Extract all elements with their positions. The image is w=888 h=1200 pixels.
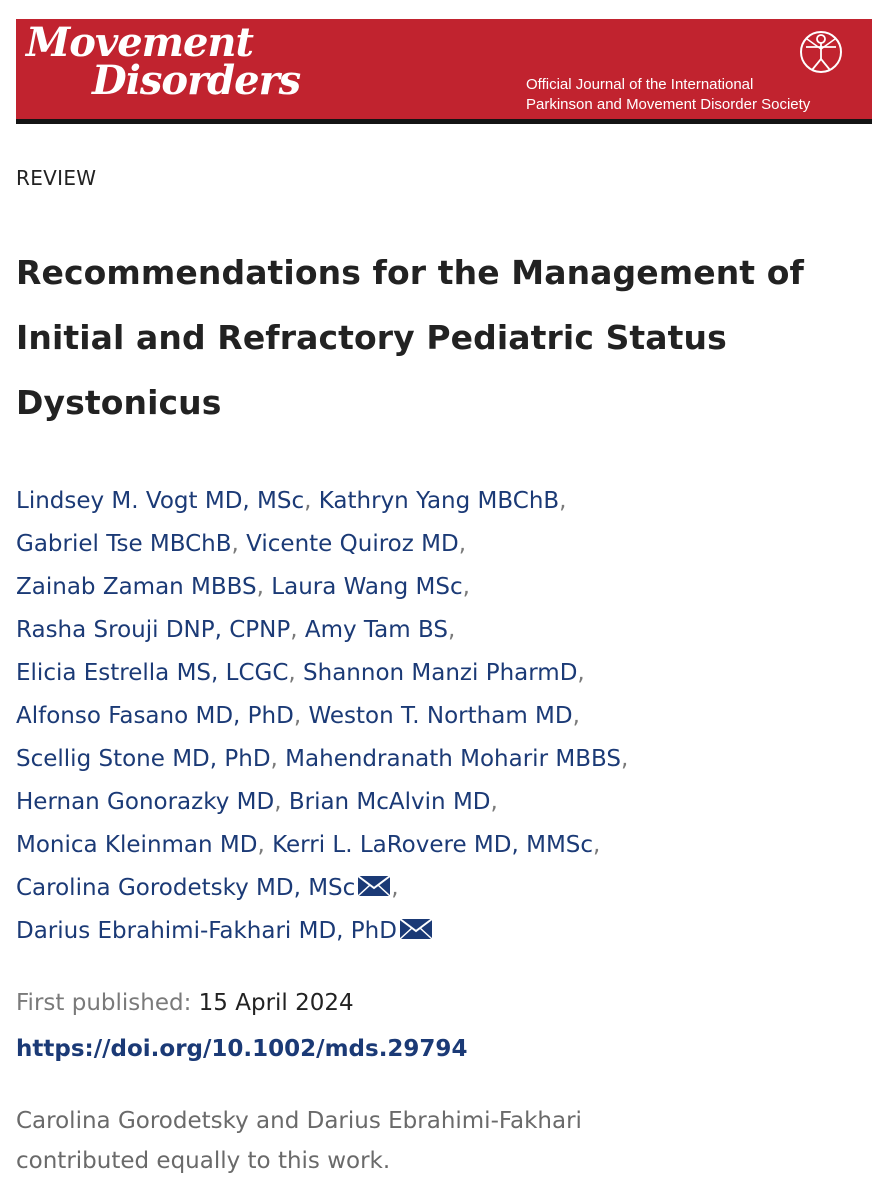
article-title-line: Recommendations for the Management of: [16, 253, 804, 292]
contribution-note-line: contributed equally to this work.: [16, 1148, 391, 1174]
article-type: REVIEW: [16, 166, 97, 190]
author-separator: ,: [257, 832, 265, 858]
author-link[interactable]: Rasha Srouji DNP, CPNP: [16, 617, 291, 643]
author-link[interactable]: Zainab Zaman MBBS: [16, 574, 257, 600]
author-separator: ,: [593, 832, 601, 858]
author-separator: ,: [559, 488, 567, 514]
author-separator: ,: [490, 789, 498, 815]
author-separator: ,: [231, 531, 239, 557]
author-line: [16, 781, 876, 824]
author-link[interactable]: Vicente Quiroz MD: [246, 531, 459, 557]
author-line: [16, 652, 876, 695]
envelope-icon[interactable]: [357, 874, 391, 898]
author-separator: ,: [447, 617, 456, 643]
author-line: [16, 738, 876, 781]
author-link[interactable]: Weston T. Northam MD: [308, 703, 573, 729]
author-link[interactable]: Kerri L. LaRovere MD, MMSc: [272, 832, 594, 858]
author-separator: ,: [274, 789, 282, 815]
envelope-icon[interactable]: [399, 917, 433, 941]
author-link[interactable]: Lindsey M. Vogt MD, MSc: [16, 488, 305, 514]
author-link[interactable]: Elicia Estrella MS, LCGC: [16, 660, 289, 686]
author-line: [16, 824, 876, 867]
author-list: [16, 480, 876, 953]
journal-banner: [16, 19, 872, 124]
society-line2: Parkinson and Movement Disorder Society: [526, 96, 811, 113]
article-title: [16, 240, 866, 435]
published-date: 15 April 2024: [198, 990, 354, 1016]
author-separator: ,: [290, 617, 298, 643]
author-separator: ,: [572, 703, 580, 729]
author-line: [16, 867, 876, 910]
author-separator: ,: [288, 660, 296, 686]
author-link[interactable]: Mahendranath Moharir MBBS: [285, 746, 621, 772]
author-line: [16, 609, 876, 652]
contribution-note: [16, 1101, 796, 1181]
author-separator: ,: [391, 875, 399, 901]
author-link[interactable]: Shannon Manzi PharmD: [303, 660, 578, 686]
author-separator: ,: [270, 746, 278, 772]
author-line: [16, 695, 876, 738]
author-separator: ,: [256, 574, 264, 600]
author-separator: ,: [304, 488, 312, 514]
author-link[interactable]: Carolina Gorodetsky MD, MSc: [16, 875, 356, 901]
author-line: [16, 910, 876, 953]
author-separator: ,: [458, 531, 466, 557]
author-line: [16, 566, 876, 609]
doi-link[interactable]: https://doi.org/10.1002/mds.29794: [16, 1036, 468, 1062]
author-link[interactable]: Monica Kleinman MD: [16, 832, 258, 858]
journal-logo[interactable]: [26, 19, 316, 104]
author-separator: ,: [577, 660, 585, 686]
author-separator: ,: [620, 746, 629, 772]
author-link[interactable]: Scellig Stone MD, PhD: [16, 746, 271, 772]
publication-date: [16, 985, 354, 1021]
society-name: [526, 75, 856, 115]
author-separator: ,: [293, 703, 302, 729]
article-title-line: Initial and Refractory Pediatric Status: [16, 318, 727, 357]
author-link[interactable]: Kathryn Yang MBChB: [318, 488, 560, 514]
author-line: [16, 480, 876, 523]
journal-logo-line2: Disorders: [92, 57, 301, 104]
society-vitruvian-icon: [796, 27, 846, 77]
author-link[interactable]: Gabriel Tse MBChB: [16, 531, 232, 557]
author-link[interactable]: Darius Ebrahimi-Fakhari MD, PhD: [16, 918, 397, 944]
author-link[interactable]: Laura Wang MSc: [271, 574, 463, 600]
author-separator: ,: [462, 574, 470, 600]
author-link[interactable]: Amy Tam BS: [304, 617, 448, 643]
author-link[interactable]: Alfonso Fasano MD, PhD: [16, 703, 294, 729]
author-link[interactable]: Brian McAlvin MD: [288, 789, 491, 815]
article-title-line: Dystonicus: [16, 383, 222, 422]
author-link[interactable]: Hernan Gonorazky MD: [16, 789, 275, 815]
journal-logo-line1: Movement: [26, 19, 253, 66]
society-line1: Official Journal of the International: [526, 76, 754, 93]
author-line: [16, 523, 876, 566]
published-label: First published:: [16, 990, 192, 1016]
contribution-note-line: Carolina Gorodetsky and Darius Ebrahimi-Fakhari: [16, 1108, 582, 1134]
